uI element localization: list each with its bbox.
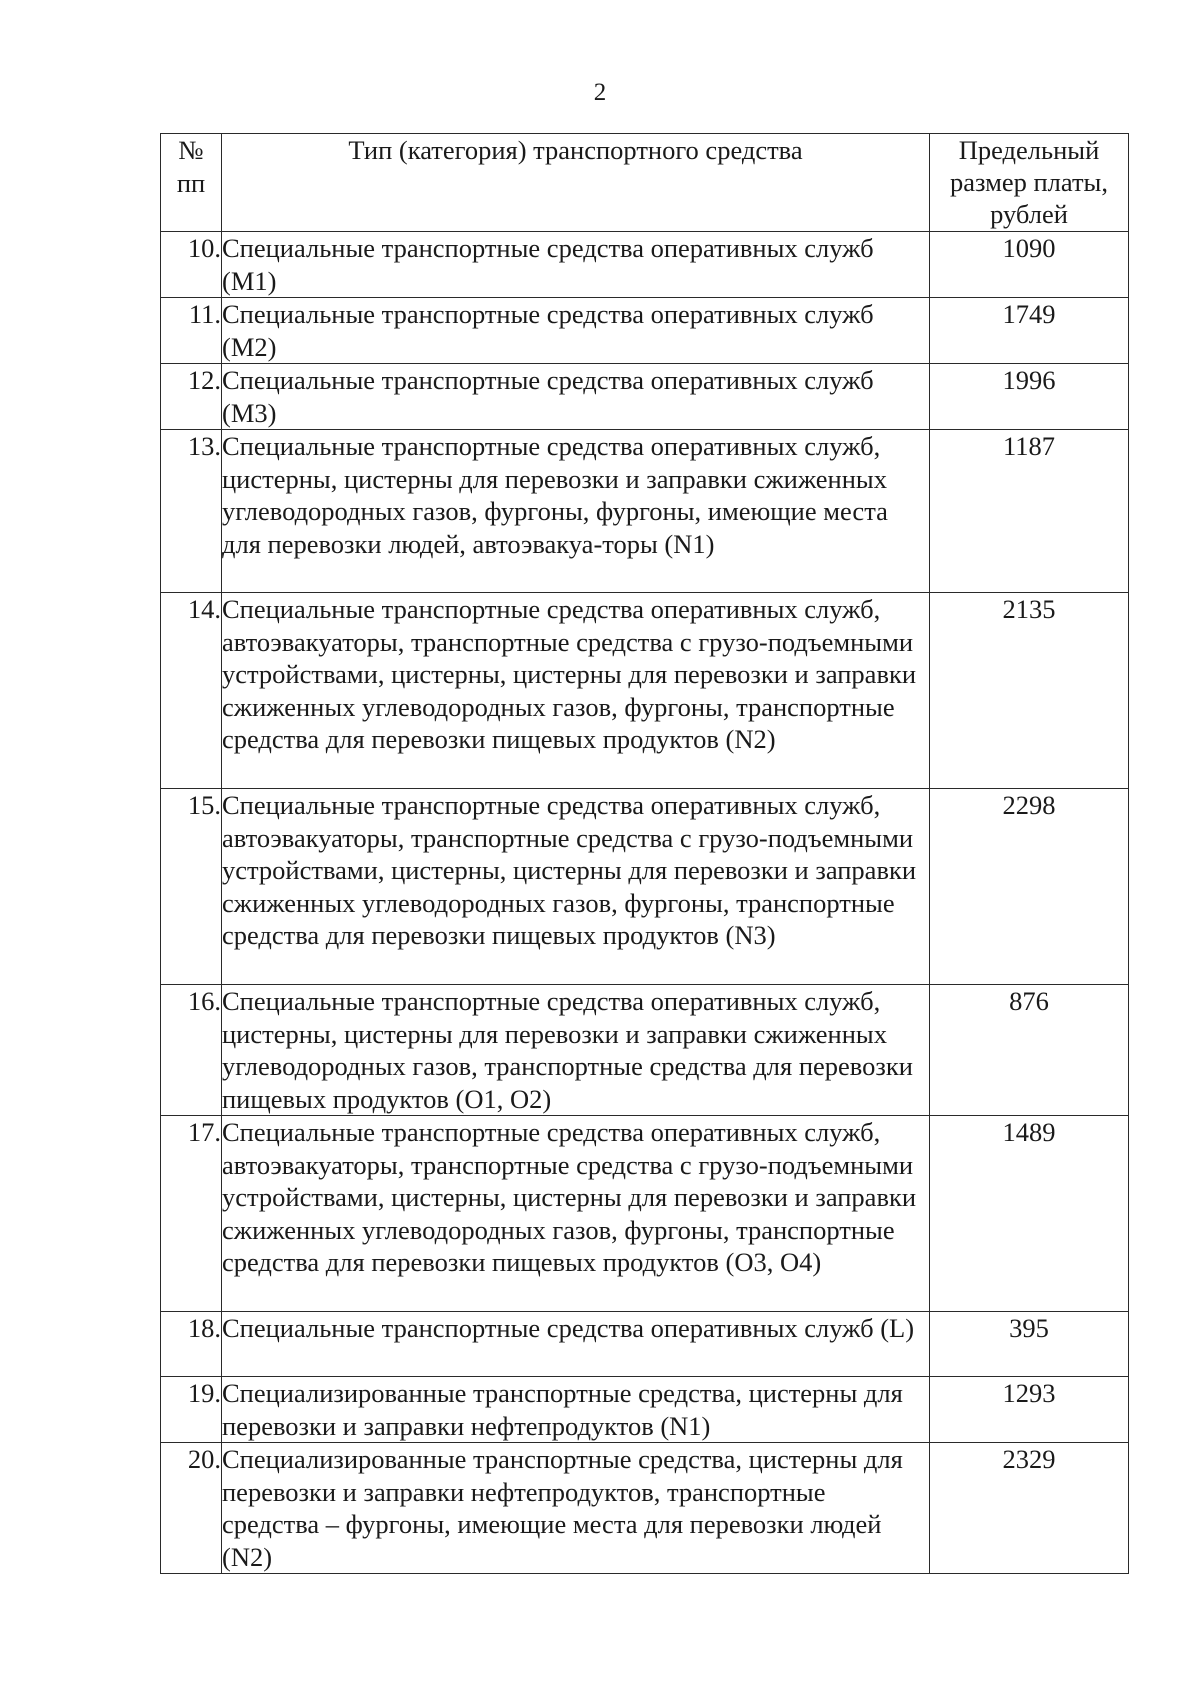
row-vehicle-type: Специальные транспортные средства оперативных служб (M1) <box>222 232 930 298</box>
table-row <box>161 364 1129 430</box>
row-number: 13. <box>161 430 222 593</box>
row-number: 17. <box>161 1116 222 1312</box>
header-vehicle-type: Тип (категория) транспортного средства <box>222 134 930 232</box>
table-row <box>161 1116 1129 1312</box>
row-vehicle-type: Специальные транспортные средства оперативных служб (L) <box>222 1312 930 1377</box>
header-number: № пп <box>161 134 222 232</box>
row-number: 15. <box>161 789 222 985</box>
row-number: 14. <box>161 593 222 789</box>
fee-table <box>160 133 1129 1574</box>
table-row <box>161 1312 1129 1377</box>
table-row <box>161 1377 1129 1443</box>
row-number: 18. <box>161 1312 222 1377</box>
row-vehicle-type: Специальные транспортные средства оперативных служб, цистерны, цистерны для перевозки и заправки сжиженных углеводородных газов, фургоны, фургоны, имеющие места для перевозки людей, автоэвакуа-торы (N1) <box>222 430 930 593</box>
row-vehicle-type: Специальные транспортные средства оперативных служб (M3) <box>222 364 930 430</box>
row-max-fee: 1090 <box>930 232 1129 298</box>
row-number: 20. <box>161 1443 222 1574</box>
row-vehicle-type: Специализированные транспортные средства, цистерны для перевозки и заправки нефтепродуктов (N1) <box>222 1377 930 1443</box>
row-max-fee: 1293 <box>930 1377 1129 1443</box>
row-max-fee: 2135 <box>930 593 1129 789</box>
table-body <box>161 232 1129 1574</box>
row-vehicle-type: Специализированные транспортные средства, цистерны для перевозки и заправки нефтепродуктов, транспортные средства – фургоны, имеющие места для перевозки людей (N2) <box>222 1443 930 1574</box>
table-row <box>161 298 1129 364</box>
row-max-fee: 1749 <box>930 298 1129 364</box>
row-number: 11. <box>161 298 222 364</box>
table-row <box>161 232 1129 298</box>
row-number: 16. <box>161 985 222 1116</box>
row-vehicle-type: Специальные транспортные средства оперативных служб (M2) <box>222 298 930 364</box>
row-max-fee: 1489 <box>930 1116 1129 1312</box>
row-number: 12. <box>161 364 222 430</box>
row-vehicle-type: Специальные транспортные средства оперативных служб, автоэвакуаторы, транспортные средства с грузо-подъемными устройствами, цистерны, цистерны для перевозки и заправки сжиженных углеводородных газов, фургоны, транспортные средства для перевозки пищевых продуктов (O3, O4) <box>222 1116 930 1312</box>
row-number: 19. <box>161 1377 222 1443</box>
header-max-fee: Предельный размер платы, рублей <box>930 134 1129 232</box>
row-max-fee: 876 <box>930 985 1129 1116</box>
row-max-fee: 395 <box>930 1312 1129 1377</box>
row-vehicle-type: Специальные транспортные средства оперативных служб, цистерны, цистерны для перевозки и заправки сжиженных углеводородных газов, транспортные средства для перевозки пищевых продуктов (O1, O2) <box>222 985 930 1116</box>
row-max-fee: 2329 <box>930 1443 1129 1574</box>
table-row <box>161 789 1129 985</box>
table-row <box>161 593 1129 789</box>
table-header-row <box>161 134 1129 232</box>
table-row <box>161 985 1129 1116</box>
page-number: 2 <box>593 79 607 106</box>
table-row <box>161 430 1129 593</box>
row-vehicle-type: Специальные транспортные средства оперативных служб, автоэвакуаторы, транспортные средства с грузо-подъемными устройствами, цистерны, цистерны для перевозки и заправки сжиженных углеводородных газов, фургоны, транспортные средства для перевозки пищевых продуктов (N3) <box>222 789 930 985</box>
table-row <box>161 1443 1129 1574</box>
row-max-fee: 1187 <box>930 430 1129 593</box>
row-max-fee: 1996 <box>930 364 1129 430</box>
row-number: 10. <box>161 232 222 298</box>
row-max-fee: 2298 <box>930 789 1129 985</box>
row-vehicle-type: Специальные транспортные средства оперативных служб, автоэвакуаторы, транспортные средства с грузо-подъемными устройствами, цистерны, цистерны для перевозки и заправки сжиженных углеводородных газов, фургоны, транспортные средства для перевозки пищевых продуктов (N2) <box>222 593 930 789</box>
